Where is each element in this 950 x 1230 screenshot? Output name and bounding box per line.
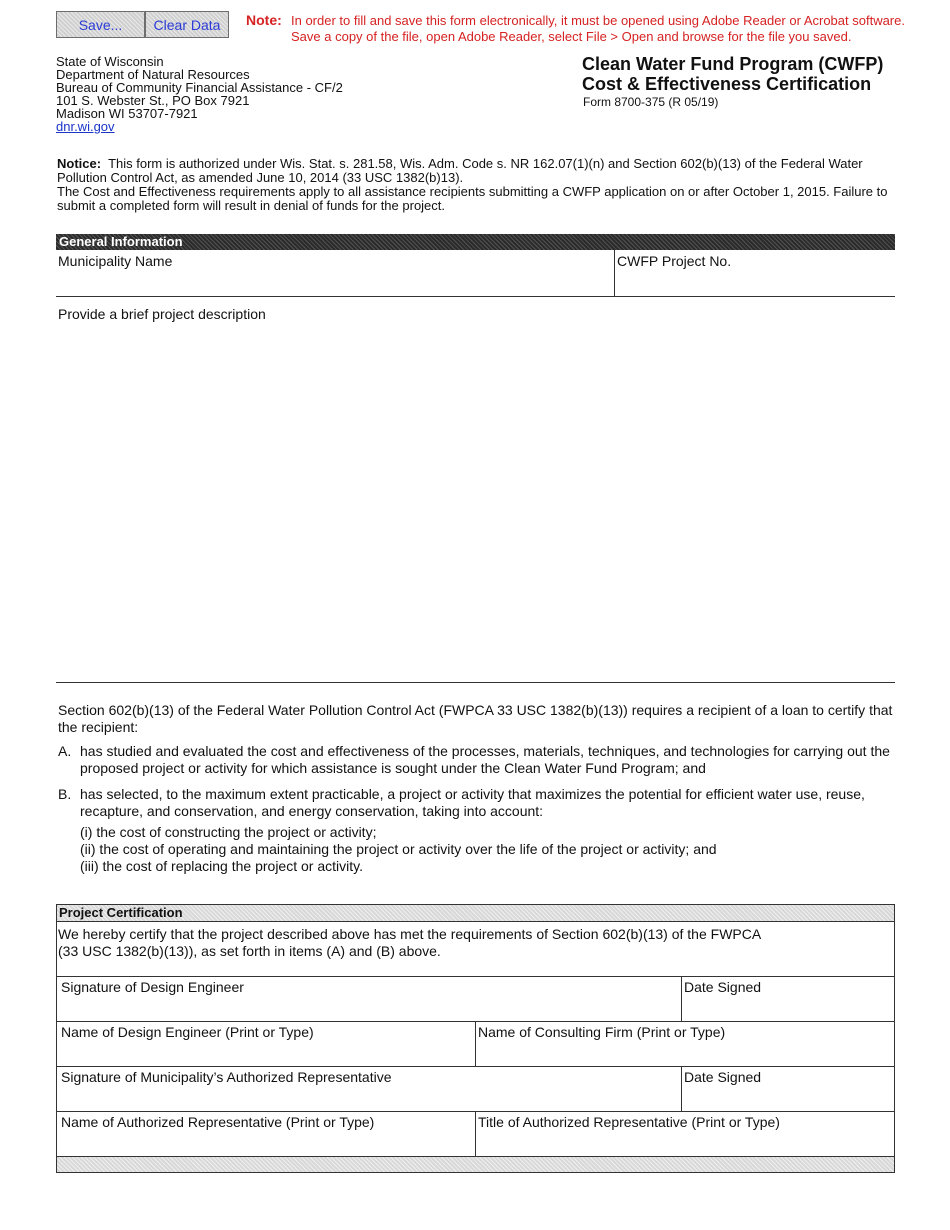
divider <box>56 296 895 297</box>
certification-statement-line-1: We hereby certify that the project described above has met the requirements of Section 602(b)(13) of the FWPCA <box>58 926 762 942</box>
agency-bureau: Bureau of Community Financial Assistance - CF/2 <box>56 80 343 95</box>
municipality-name-label: Municipality Name <box>58 253 173 269</box>
item-b-text: has selected, to the maximum extent practicable, a project or activity that maximizes the potential for efficient water use, reuse, recapture, and conservation, and energy conservation, taking into account: <box>80 786 865 819</box>
agency-website-link[interactable]: dnr.wi.gov <box>56 119 115 134</box>
name-engineer-input[interactable] <box>57 1041 473 1066</box>
section-intro: Section 602(b)(13) of the Federal Water Pollution Control Act (FWPCA 33 USC 1382(b)(13)) requires a recipient of a loan to certify that the recipient: <box>58 702 893 735</box>
signature-engineer-input[interactable] <box>57 996 679 1021</box>
signature-representative-label: Signature of Municipality’s Authorized Representative <box>61 1069 392 1085</box>
sub-item-i: (i) the cost of constructing the project or activity; <box>80 824 377 840</box>
date-signed-label-1: Date Signed <box>684 979 762 995</box>
form-title <box>582 54 883 94</box>
item-b-marker: B. <box>58 786 72 802</box>
consulting-firm-input[interactable] <box>477 1041 893 1066</box>
item-a-marker: A. <box>58 743 72 759</box>
divider <box>56 921 895 922</box>
project-number-label: CWFP Project No. <box>617 253 732 269</box>
save-button[interactable]: Save... <box>56 11 145 38</box>
notice-block <box>57 157 892 213</box>
item-a-text: has studied and evaluated the cost and effectiveness of the processes, materials, techniques, and technologies for carrying out the proposed project or activity for which assistance is sought under the Clean Water Fund Program; and <box>80 743 890 776</box>
divider <box>56 1066 895 1067</box>
divider <box>475 1021 476 1066</box>
signature-engineer-label: Signature of Design Engineer <box>61 979 244 995</box>
note-text <box>291 13 941 45</box>
divider <box>475 1111 476 1156</box>
sub-item-ii: (ii) the cost of operating and maintaining the project or activity over the life of the project or activity; and <box>80 841 717 857</box>
date-signed-input-2[interactable] <box>683 1086 893 1111</box>
notice-paragraph-1 <box>57 157 892 185</box>
agency-address <box>56 55 343 133</box>
agency-department: Department of Natural Resources <box>56 67 250 82</box>
project-number-input[interactable] <box>616 270 894 295</box>
agency-state: State of Wisconsin <box>56 54 164 69</box>
certification-statement <box>58 926 893 960</box>
divider <box>56 976 895 977</box>
notice-label: Notice: <box>57 156 102 171</box>
name-engineer-label: Name of Design Engineer (Print or Type) <box>61 1024 314 1040</box>
project-certification-heading: Project Certification <box>57 905 894 921</box>
general-information-heading: General Information <box>56 234 895 250</box>
divider <box>681 1066 682 1111</box>
divider <box>56 682 895 683</box>
form-number: Form 8700-375 (R 05/19) <box>583 95 719 109</box>
title-representative-input[interactable] <box>477 1131 893 1156</box>
note-line-2: Save a copy of the file, open Adobe Reader, select File > Open and browse for the file you saved. <box>291 29 852 44</box>
note-label: Note: <box>246 12 282 28</box>
consulting-firm-label: Name of Consulting Firm (Print or Type) <box>478 1024 726 1040</box>
project-description-label: Provide a brief project description <box>58 306 266 322</box>
name-representative-label: Name of Authorized Representative (Print or Type) <box>61 1114 375 1130</box>
signature-representative-input[interactable] <box>57 1086 679 1111</box>
notice-paragraph-2: The Cost and Effectiveness requirements apply to all assistance recipients submitting a CWFP application on or after October 1, 2015. Failure to submit a completed form will result in denial of funds for the project. <box>57 184 888 213</box>
notice-text-1: This form is authorized under Wis. Stat. s. 281.58, Wis. Adm. Code s. NR 162.07(1)(n) and Section 602(b)(13) of the Federal Water Pollution Control Act, as amended June 10, 2014 (33 USC 1382(b)13). <box>57 156 863 185</box>
divider <box>614 250 615 296</box>
agency-city: Madison WI 53707-7921 <box>56 106 198 121</box>
date-signed-input-1[interactable] <box>683 996 893 1021</box>
note-line-1: In order to fill and save this form electronically, it must be opened using Adobe Reader or Acrobat software. <box>291 13 905 28</box>
title-representative-label: Title of Authorized Representative (Print or Type) <box>478 1114 780 1130</box>
municipality-name-input[interactable] <box>56 270 613 295</box>
project-description-input[interactable] <box>56 324 895 680</box>
date-signed-label-2: Date Signed <box>684 1069 762 1085</box>
agency-street: 101 S. Webster St., PO Box 7921 <box>56 93 250 108</box>
divider <box>681 976 682 1021</box>
title-line-1: Clean Water Fund Program (CWFP) <box>582 54 884 74</box>
certification-statement-line-2: (33 USC 1382(b)(13)), as set forth in items (A) and (B) above. <box>58 943 441 959</box>
certification-footer-bar <box>57 1157 894 1172</box>
sub-item-iii: (iii) the cost of replacing the project or activity. <box>80 858 363 874</box>
clear-data-button[interactable]: Clear Data <box>145 11 229 38</box>
name-representative-input[interactable] <box>57 1131 473 1156</box>
title-line-2: Cost & Effectiveness Certification <box>582 74 872 94</box>
